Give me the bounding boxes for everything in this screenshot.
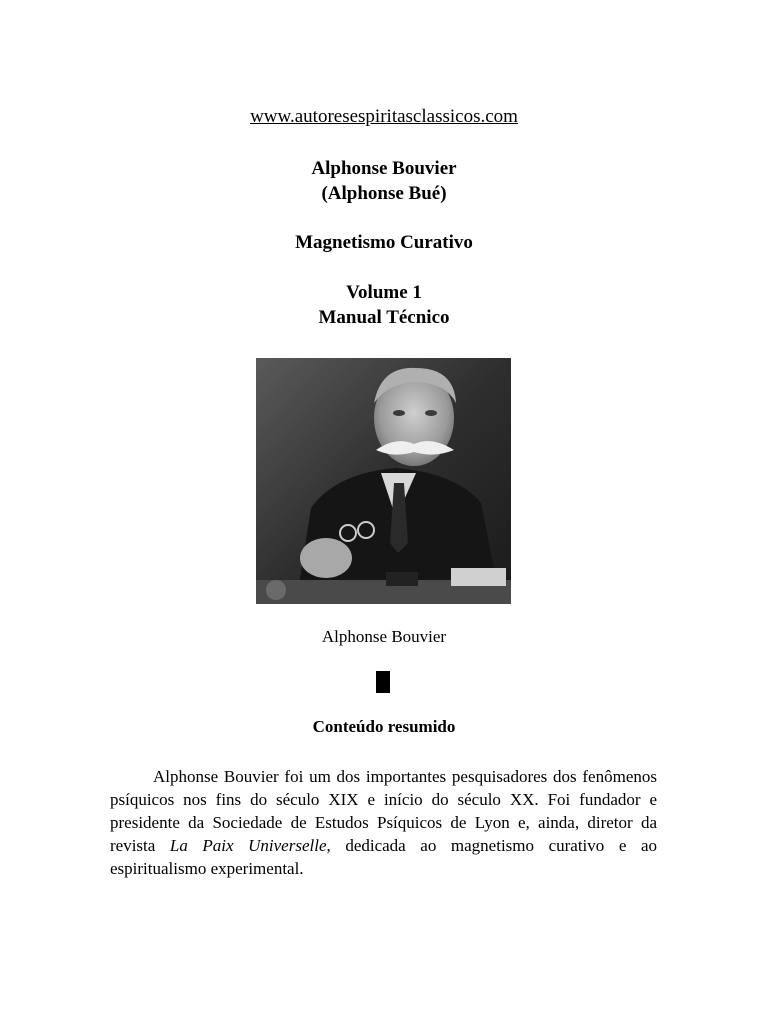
summary-heading: Conteúdo resumido bbox=[312, 717, 456, 736]
website-link[interactable]: www.autoresespiritasclassicos.com bbox=[250, 106, 518, 127]
author-pseudonym: (Alphonse Bué) bbox=[321, 183, 447, 204]
portrait-caption: Alphonse Bouvier bbox=[321, 627, 447, 646]
magazine-title: La Paix Universelle bbox=[169, 836, 327, 855]
book-title: Magnetismo Curativo bbox=[295, 232, 473, 253]
author-name: Alphonse Bouvier bbox=[311, 158, 457, 179]
book-subtitle: Manual Técnico bbox=[318, 307, 450, 328]
summary-text-part-1: Alphonse Bouvier foi um dos importantes pesquisadores dos fenômenos psíquicos nos fins do século XIX e início do século XX. Foi fundador e presidente da Sociedade de Estudos Psíquicos de Lyon e, ainda, diretor da revista bbox=[110, 767, 657, 855]
summary-paragraph bbox=[110, 765, 657, 880]
author-portrait-photo bbox=[256, 358, 511, 604]
summary-text-part-2: , dedicada ao magnetismo curativo e ao espiritualismo experimental. bbox=[110, 836, 657, 878]
section-marker-block bbox=[376, 671, 390, 693]
volume-label: Volume 1 bbox=[346, 282, 422, 303]
